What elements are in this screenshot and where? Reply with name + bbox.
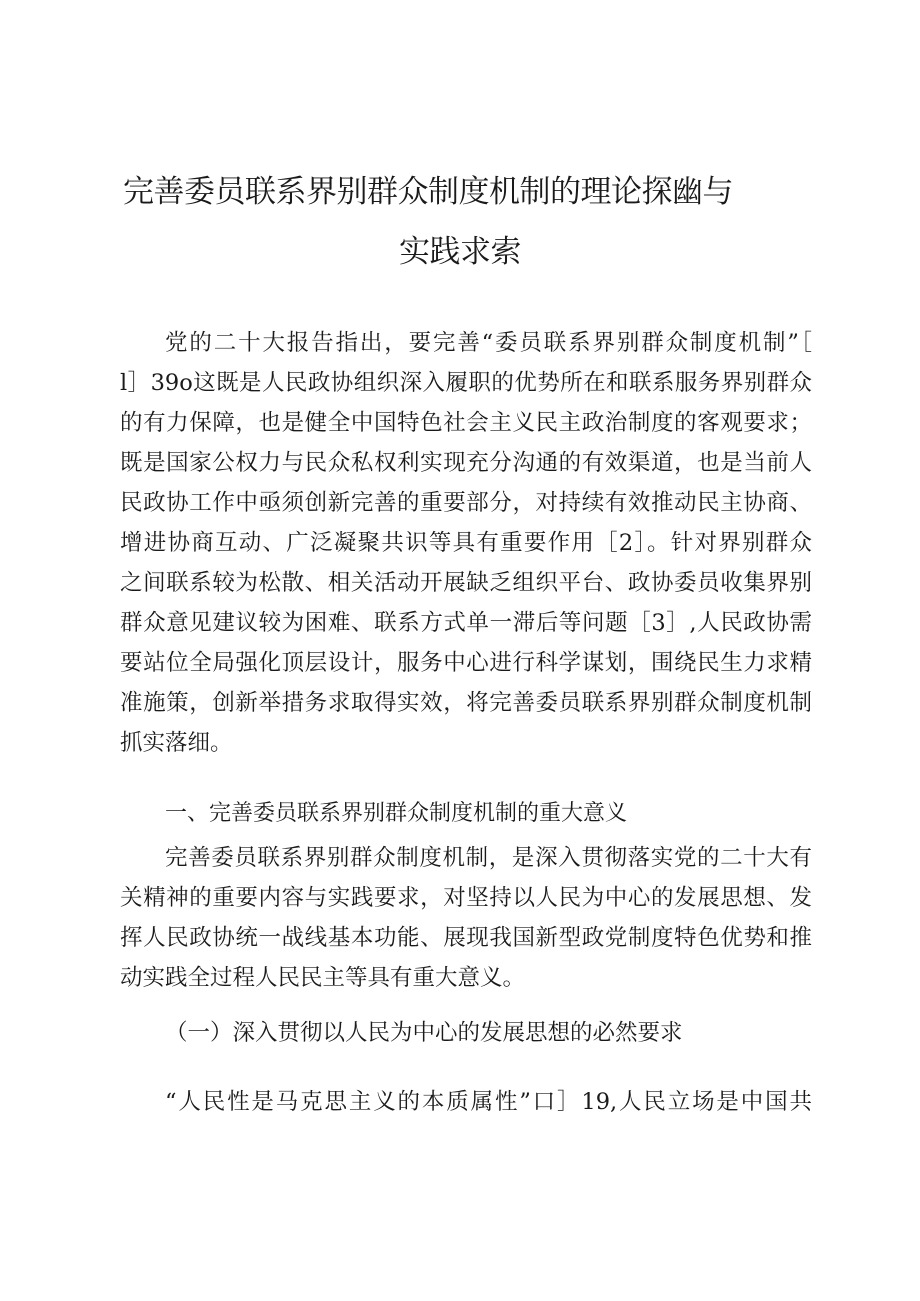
paragraph-line: 抓实落细。 <box>120 730 233 756</box>
paragraph-line: 之间联系较为松散、相关活动开展缺乏组织平台、政协委员收集界别 <box>120 570 812 596</box>
intro-paragraph <box>120 323 812 763</box>
subsection1-paragraph <box>120 1082 812 1122</box>
section1-paragraph <box>120 838 812 998</box>
paragraph-line: 群众意见建议较为困难、联系方式单一滞后等问题［3］,人民政协需 <box>120 610 812 636</box>
document-title-line2: 实践求索 <box>399 234 521 270</box>
paragraph-line: 要站位全局强化顶层设计，服务中心进行科学谋划，围绕民生力求精 <box>120 650 812 676</box>
paragraph-line: 增进协商互动、广泛凝聚共识等具有重要作用［2］。针对界别群众 <box>120 530 812 556</box>
paragraph-line: 民政协工作中亟须创新完善的重要部分，对持续有效推动民主协商、 <box>120 490 812 516</box>
paragraph-line: 完善委员联系界别群众制度机制，是深入贯彻落实党的二十大有 <box>165 845 812 871</box>
paragraph-line: 准施策，创新举措务求取得实效，将完善委员联系界别群众制度机制 <box>120 690 812 716</box>
paragraph-line: “人民性是马克思主义的本质属性”口］19,人民立场是中国共 <box>165 1089 812 1115</box>
subsection-heading: （一）深入贯彻以人民为中心的发展思想的必然要求 <box>165 1020 683 1046</box>
paragraph-line: 关精神的重要内容与实践要求，对坚持以人民为中心的发展思想、发 <box>120 885 812 911</box>
paragraph-line: 既是国家公权力与民众私权利实现充分沟通的有效渠道，也是当前人 <box>120 450 812 476</box>
document-title-line1: 完善委员联系界别群众制度机制的理论探幽与 <box>123 174 733 210</box>
paragraph-line: l］39o这既是人民政协组织深入履职的优势所在和联系服务界别群众 <box>120 370 812 396</box>
paragraph-line: 的有力保障，也是健全中国特色社会主义民主政治制度的客观要求； <box>120 410 812 436</box>
section-heading: 一、完善委员联系界别群众制度机制的重大意义 <box>165 801 628 826</box>
paragraph-line: 动实践全过程人民民主等具有重大意义。 <box>120 965 526 991</box>
paragraph-line: 挥人民政协统一战线基本功能、展现我国新型政党制度特色优势和推 <box>120 925 812 951</box>
paragraph-line: 党的二十大报告指出，要完善“委员联系界别群众制度机制”［ <box>165 330 812 356</box>
